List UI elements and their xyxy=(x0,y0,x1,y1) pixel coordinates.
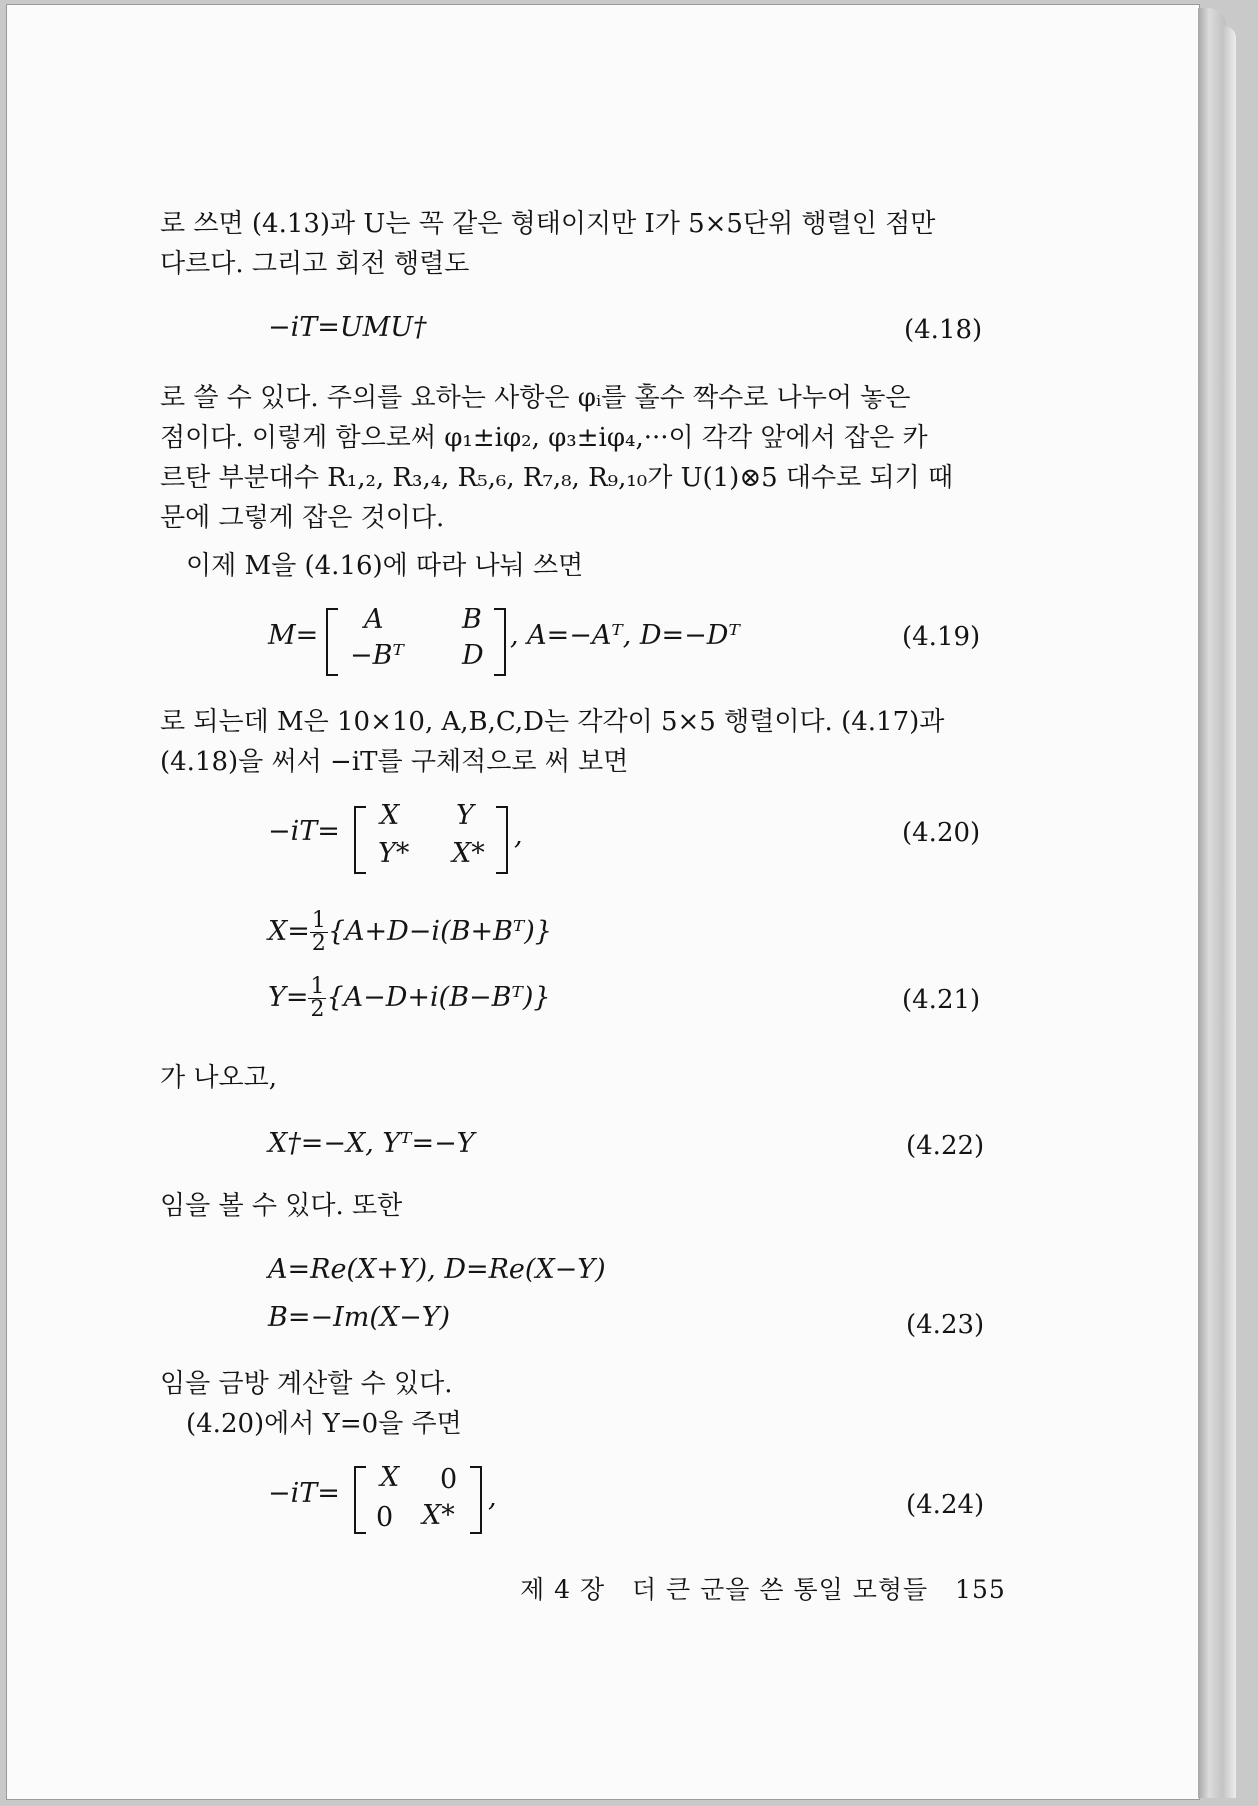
equation-4-20-lhs: −iT= xyxy=(268,816,340,847)
equation-4-19-lhs: M= xyxy=(268,620,319,651)
paragraph-line: 점이다. 이렇게 함으로써 φ₁±iφ₂, φ₃±iφ₄,···이 각각 앞에서 잡은 카 xyxy=(160,423,928,453)
equation-number: (4.22) xyxy=(906,1131,985,1161)
matrix-entry: 0 xyxy=(440,1464,458,1495)
chapter-label: 제 4 장 xyxy=(520,1575,606,1604)
matrix-entry: X* xyxy=(422,1500,455,1531)
equation-4-22: X†=−X, Yᵀ=−Y xyxy=(268,1128,475,1159)
equation-4-21a: X= $\frac{1}{2}$ {A+D−i(B+Bᵀ)} xyxy=(268,908,552,956)
matrix-entry: 0 xyxy=(376,1502,394,1533)
matrix-bracket-left xyxy=(354,806,366,874)
equation-4-18: −iT=UMU† xyxy=(268,312,427,343)
paragraph-line: 문에 그렇게 잡은 것이다. xyxy=(160,503,445,533)
paragraph-line: 로 쓰면 (4.13)과 U는 꼭 같은 형태이지만 I가 5×5단위 행렬인 점만 xyxy=(160,209,936,239)
matrix-entry: X xyxy=(380,1462,400,1493)
matrix-entry: −Bᵀ xyxy=(350,640,404,671)
paragraph-line: (4.20)에서 Y=0을 주면 xyxy=(186,1409,462,1439)
equation-number: (4.23) xyxy=(906,1310,985,1340)
running-footer xyxy=(520,1570,1006,1606)
page-edge-inner xyxy=(1222,26,1236,1798)
matrix-bracket-left xyxy=(354,1466,366,1534)
equation-number: (4.18) xyxy=(904,315,983,345)
paragraph-line: 다르다. 그리고 회전 행렬도 xyxy=(160,249,470,279)
matrix-entry: X xyxy=(380,800,400,831)
paragraph-line: 로 되는데 M은 10×10, A,B,C,D는 각각이 5×5 행렬이다. (4.17)과 xyxy=(160,707,945,737)
paragraph-line: 르탄 부분대수 R₁,₂, R₃,₄, R₅,₆, R₇,₈, R₉,₁₀가 U(1)⊗5 대수로 되기 때 xyxy=(160,463,954,493)
paragraph-line: 임을 금방 계산할 수 있다. xyxy=(160,1369,453,1399)
paragraph-line: 로 쓸 수 있다. 주의를 요하는 사항은 φᵢ를 홀수 짝수로 나누어 놓은 xyxy=(160,383,911,413)
matrix-bracket-left xyxy=(326,608,338,676)
equation-4-23b: B=−Im(X−Y) xyxy=(268,1302,451,1333)
matrix-entry: A xyxy=(364,604,384,635)
matrix-bracket-right xyxy=(470,1466,482,1534)
matrix-bracket-right xyxy=(496,806,508,874)
equation-number: (4.20) xyxy=(902,818,981,848)
paragraph-line: (4.18)을 써서 −iT를 구체적으로 써 보면 xyxy=(160,747,629,777)
page-number: 155 xyxy=(955,1575,1006,1604)
matrix-bracket-right xyxy=(494,608,506,676)
matrix-entry: X* xyxy=(452,838,485,869)
paragraph-line: 이제 M을 (4.16)에 따라 나눠 쓰면 xyxy=(186,551,584,581)
equation-4-24-lhs: −iT= xyxy=(268,1478,340,1509)
matrix-entry: D xyxy=(462,640,484,671)
matrix-entry: B xyxy=(462,604,482,635)
equation-number: (4.19) xyxy=(902,622,981,652)
equation-number: (4.24) xyxy=(906,1490,985,1520)
paragraph-line: 임을 볼 수 있다. 또한 xyxy=(160,1191,403,1221)
paragraph-line: 가 나오고, xyxy=(160,1063,277,1093)
equation-4-21b: Y= $\frac{1}{2}$ {A−D+i(B−Bᵀ)} xyxy=(268,974,551,1022)
matrix-entry: Y* xyxy=(378,838,410,869)
matrix-entry: Y xyxy=(456,800,474,831)
equation-4-23a: A=Re(X+Y), D=Re(X−Y) xyxy=(268,1254,606,1285)
equation-4-20-rhs: , xyxy=(514,820,523,851)
equation-number: (4.21) xyxy=(902,985,981,1015)
equation-4-24-rhs: , xyxy=(488,1482,497,1513)
chapter-title: 더 큰 군을 쓴 통일 모형들 xyxy=(631,1575,929,1604)
equation-4-19-rhs: , A=−Aᵀ, D=−Dᵀ xyxy=(510,620,740,651)
